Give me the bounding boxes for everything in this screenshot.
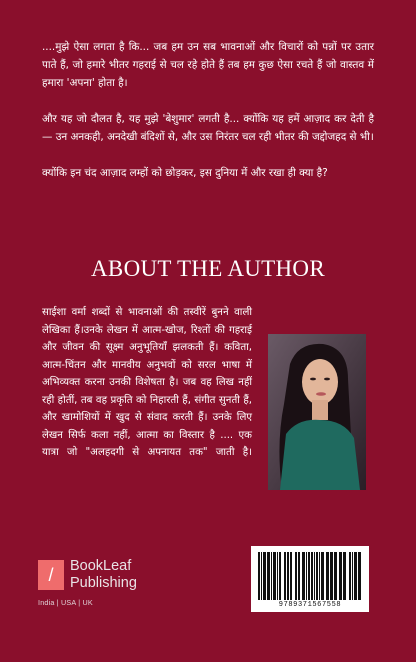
barcode-bar — [287, 552, 289, 600]
barcode-bar — [261, 552, 262, 600]
isbn-barcode — [251, 546, 369, 612]
barcode-bar — [279, 552, 281, 600]
author-photo — [268, 334, 366, 490]
author-bio-text: साईशा वर्मा शब्दों से भावनाओं की तस्वीरें बुनने वाली लेखिका हैं।उनके लेखन में आत्म-खोज, रिश्तों की गहराई और जीवन की सूक्ष्म अनुभूतियाँ झलकती हैं। कविता, आत्म-चिंतन और मानवीय अनुभवों को सरल भाषा में अभिव्यक्त करना उनकी विशेषता है। जब वह लिख नहीं रही होतीं, तब वह प्रकृति को निहारती हैं, संगीत सुनती हैं, और खामोशियों में खुद से संवाद करती हैं। उनके लिए लेखन सिर्फ कला नहीं, आत्मा का विस्तार है .... एक यात्रा जो "अलहदगी से अपनायत तक" जाती है। — [42, 307, 252, 458]
barcode-bar — [302, 552, 305, 600]
barcode-bar — [352, 552, 353, 600]
barcode-bar — [284, 552, 286, 600]
isbn-number: 9789371567558 — [278, 601, 342, 609]
publisher-name-line1: BookLeaf — [70, 558, 132, 574]
barcode-bar — [314, 552, 315, 600]
publisher-name — [70, 558, 137, 592]
barcode-bar — [277, 552, 278, 600]
blurb-paragraph-1: ....मुझे ऐसा लगता है कि... जब हम उन सब भावनाओं और विचारों को पन्नों पर उतार पाते हैं, जो हमारे भीतर गहराई से चल रहे होते हैं तब हम कुछ ऐसा रचते हैं जो वास्तव में हमारा 'अपना' होता है। — [42, 41, 374, 89]
barcode-bar — [298, 552, 300, 600]
barcode-bar — [290, 552, 292, 600]
barcode-bar — [263, 552, 266, 600]
barcode-bar — [343, 552, 346, 600]
barcode-bar — [267, 552, 270, 600]
barcode-bar — [258, 552, 260, 600]
barcode-bar — [311, 552, 313, 600]
barcode-bar — [295, 552, 297, 600]
barcode-bar — [358, 552, 361, 600]
barcode-bar — [330, 552, 333, 600]
barcode-bar — [349, 552, 351, 600]
barcode-bar — [316, 552, 318, 600]
blurb-paragraph-2: और यह जो दौलत है, यह मुझे 'बेशुमार' लगती है... क्योंकि यह हमें आज़ाद कर देती है — उन अनकही, अनदेखी बंदिशों से, और उस निरंतर चल रही भीतर की जद्दोजहद से भी। — [42, 113, 374, 143]
publisher-regions: India | USA | UK — [38, 598, 93, 607]
blurb-paragraph-3: क्योंकि इन चंद आज़ाद लम्हों को छोड़कर, इस दुनिया में और रखा ही क्या है? — [42, 167, 328, 179]
barcode-bar — [326, 552, 329, 600]
barcode-bar — [321, 552, 324, 600]
barcode-bar — [271, 552, 272, 600]
barcode-bar — [273, 552, 276, 600]
publisher-logo — [38, 560, 198, 610]
author-bio — [42, 304, 252, 462]
about-author-heading: ABOUT THE AUTHOR — [91, 256, 325, 281]
publisher-mark: / — [38, 560, 64, 590]
blurb — [42, 38, 374, 182]
barcode-bar — [319, 552, 320, 600]
barcode-bar — [354, 552, 357, 600]
barcode-bar — [334, 552, 337, 600]
barcode-bar — [306, 552, 307, 600]
publisher-name-line2: Publishing — [70, 575, 137, 591]
barcode-bar — [339, 552, 342, 600]
barcode-bars — [257, 552, 363, 600]
barcode-bar — [308, 552, 310, 600]
